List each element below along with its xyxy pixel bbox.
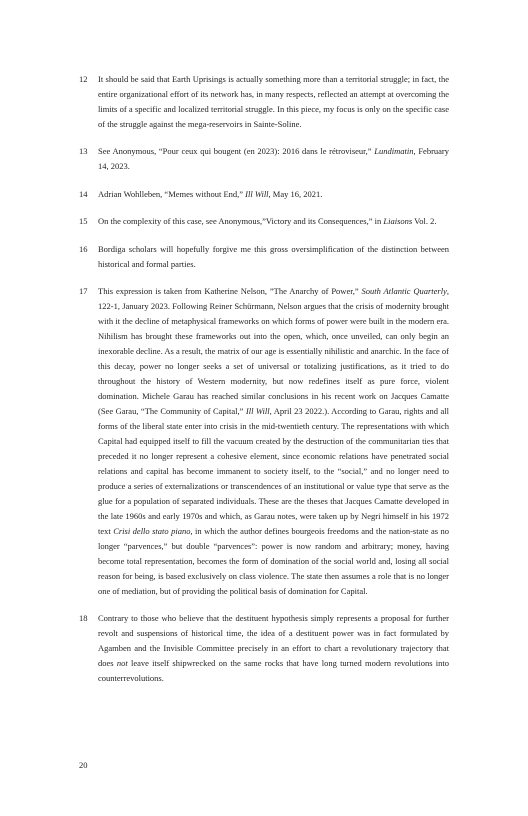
text-segment: See Anonymous, “Pour ceux qui bougent (en 2023): 2016 dans le rétroviseur,”	[98, 146, 375, 157]
endnote	[79, 611, 449, 686]
italic-citation: Liaisons	[383, 216, 413, 227]
endnote-number: 18	[79, 613, 88, 624]
endnote-number: 14	[79, 188, 88, 199]
endnote-number: 17	[79, 285, 88, 296]
text-segment: leave itself shipwrecked on the same rocks that have long turned modern revolutions into counterrevolutions.	[98, 658, 449, 684]
endnote-text	[98, 187, 449, 202]
endnote-number: 12	[79, 74, 88, 84]
text-segment: , April 23 2022.). According to Garau, rights and all forms of the liberal state enter into crisis in the mid-twentieth century. The representations with which Capital had equipped itself to fill the vacuum created by the destruction of the communitarian ties that preceded it no longer represent a cohesive element, since economic relations have penetrated social relations and capital has become immanent to society itself, to the “social,” and no longer need to produce a series of externalizations or transcendences of an institutional or value type that serve as the glue for a population of separated individuals. These are the theses that Jacques Camatte developed in the late 1960s and early 1970s and which, as Garau notes, were taken up by Negri himself in his 1972 text	[98, 405, 450, 536]
endnote	[79, 214, 449, 229]
text-segment: , 122-1, January 2023. Following Reiner Schürmann, Nelson argues that the crisis of modernity brought with it the decline of metaphysical frameworks on which forms of power were built in the modern era. Nihilism has brought these frameworks out into the open, which, once unveiled, can only begin an inexorable decline. As a result, the matrix of our age is essentially nihilistic and anarchic. In the face of this decay, power no longer seeks a set of universal or totalizing justifications, as it tried to do throughout the history of Western modernity, but now redefines itself as pure force, violent domination. Michele Garau has reached similar conclusions in his recent work on Jacques Camatte (See Garau, “The Community of Capital,”	[98, 285, 449, 416]
endnote-number: 13	[79, 146, 88, 157]
text-segment: Vol. 2.	[412, 216, 437, 227]
text-segment: Contrary to those who believe that the destituent hypothesis simply represents a proposal for further revolt and suspensions of historical time, the idea of a destituent power was in fact formulated by Agamben and the Invisible Committee precisely in an effort to chart a revolutionary trajectory that does	[98, 613, 449, 669]
italic-citation: Ill Will	[245, 188, 269, 199]
endnote-text	[98, 144, 449, 174]
italic-citation: South Atlantic Quarterly	[361, 285, 447, 296]
text-segment: Bordiga scholars will hopefully forgive me this gross oversimplification of the distinction between historical and formal parties.	[98, 243, 449, 269]
page-number: 20	[79, 760, 88, 770]
endnote-number: 15	[79, 216, 88, 227]
text-segment: It should be said that Earth Uprisings is actually something more than a territorial struggle; in fact, the entire organizational effort of its network has, in many respects, reflected an attempt at overcoming the limits of a specific and localized territorial struggle. In this piece, my focus is only on the specific case of the struggle against the mega-reservoirs in Sainte-Soline.	[98, 74, 449, 129]
endnote	[79, 284, 449, 599]
endnote-number: 16	[79, 243, 88, 254]
italic-citation: Lundimatin	[374, 146, 414, 157]
endnote-text	[98, 611, 449, 686]
endnote-text	[98, 214, 449, 229]
text-segment: , February 14, 2023.	[98, 146, 450, 172]
endnote-text	[98, 242, 449, 272]
endnote-text	[98, 284, 449, 599]
endnote	[79, 187, 449, 202]
text-segment: This expression is taken from Katherine Nelson, ”The Anarchy of Power,”	[98, 285, 362, 296]
italic-citation: not	[116, 658, 128, 669]
text-segment: Adrian Wohlleben, “Memes without End,”	[98, 188, 246, 199]
text-segment: , May 16, 2021.	[268, 188, 323, 199]
text-segment: , in which the author defines bourgeois freedoms and the nation-state as no longer “parvences,” but double “parvences”: power is now random and arbitrary; money, having become total representation, becomes the form of domination of the social world and, losing all social reason for being, is based exclusively on class violence. The state then assumes a role that is no longer one of mediation, but of providing the political basis of domination for Capital.	[98, 525, 449, 596]
text-segment: On the complexity of this case, see Anonymous,”Victory and its Consequences,” in	[98, 216, 384, 227]
italic-citation: Crisi dello stato piano	[113, 525, 191, 536]
endnote	[79, 72, 449, 132]
endnotes-list	[79, 72, 449, 699]
endnote-text	[98, 72, 449, 132]
endnote	[79, 144, 449, 174]
endnote	[79, 242, 449, 272]
italic-citation: Ill Will	[245, 405, 270, 416]
